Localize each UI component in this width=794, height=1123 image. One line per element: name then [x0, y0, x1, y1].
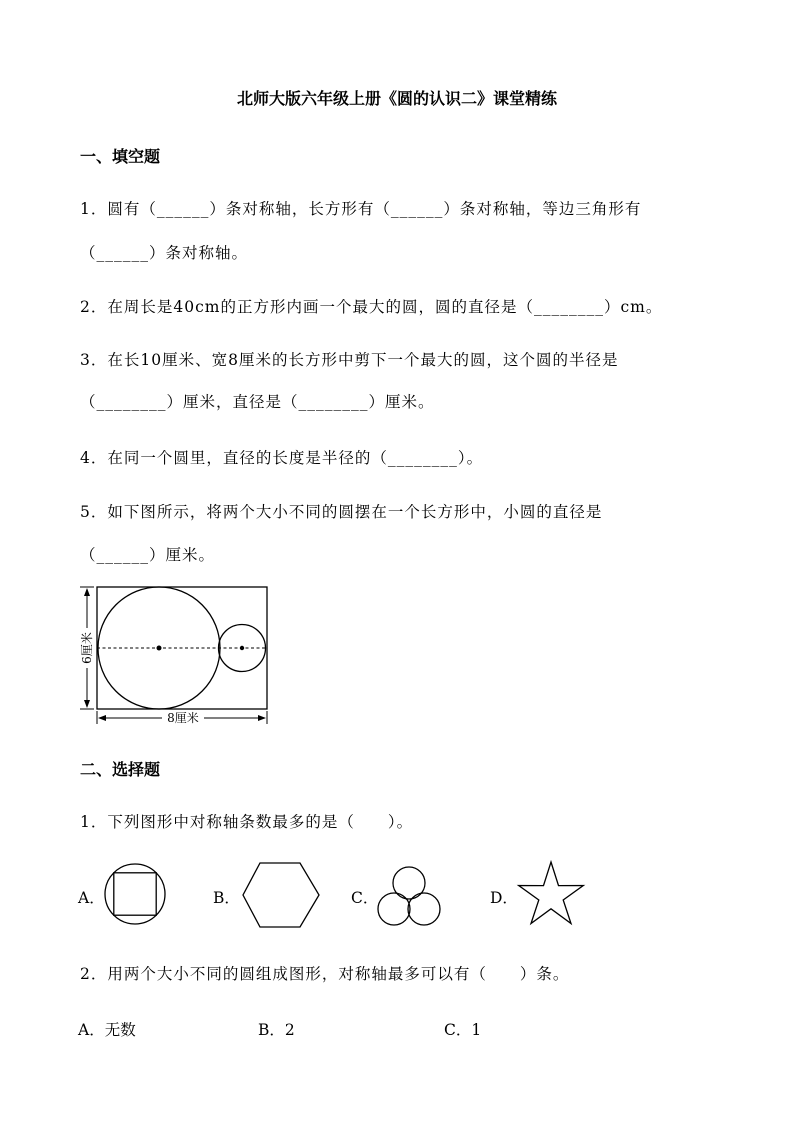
question-line: （______）厘米。: [80, 546, 216, 564]
option-a: A．无数: [78, 1021, 136, 1039]
question-line: 2．用两个大小不同的圆组成图形，对称轴最多可以有（ ）条。: [80, 965, 570, 983]
question-line: 1．圆有（______）条对称轴，长方形有（______）条对称轴，等边三角形有: [80, 200, 642, 218]
question-line: 4．在同一个圆里，直径的长度是半径的（________）。: [80, 449, 484, 467]
hexagon-icon: [242, 861, 322, 931]
width-label: 8厘米: [167, 711, 199, 725]
question-line: （______）条对称轴。: [80, 244, 249, 262]
section-heading-fill-blank: 一、填空题: [80, 147, 161, 166]
three-circles-icon: [377, 864, 443, 928]
question-line: 5．如下图所示，将两个大小不同的圆摆在一个长方形中，小圆的直径是: [80, 503, 603, 521]
rectangle-circles-figure: [78, 583, 278, 728]
question-line: 2．在周长是40cm的正方形内画一个最大的圆，圆的直径是（________）cm。: [80, 298, 663, 316]
square-in-circle-icon: [104, 862, 168, 926]
option-d-label: D．: [490, 889, 518, 907]
page-title: 北师大版六年级上册《圆的认识二》课堂精练: [236, 89, 557, 108]
large-circle-center: [157, 646, 162, 651]
option-c: C．1: [444, 1021, 482, 1039]
small-circle-center: [240, 646, 244, 650]
section-heading-multiple-choice: 二、选择题: [80, 760, 161, 779]
star-icon: [516, 860, 588, 928]
question-line: 3．在长10厘米、宽8厘米的长方形中剪下一个最大的圆，这个圆的半径是: [80, 351, 619, 369]
height-label: 6厘米: [80, 632, 94, 664]
option-a-label: A．: [78, 889, 105, 907]
option-b: B．2: [258, 1021, 295, 1039]
question-line: （________）厘米，直径是（________）厘米。: [80, 393, 435, 411]
question-line: 1．下列图形中对称轴条数最多的是（ ）。: [80, 813, 414, 831]
option-c-label: C．: [351, 889, 379, 907]
option-b-label: B．: [213, 889, 240, 907]
